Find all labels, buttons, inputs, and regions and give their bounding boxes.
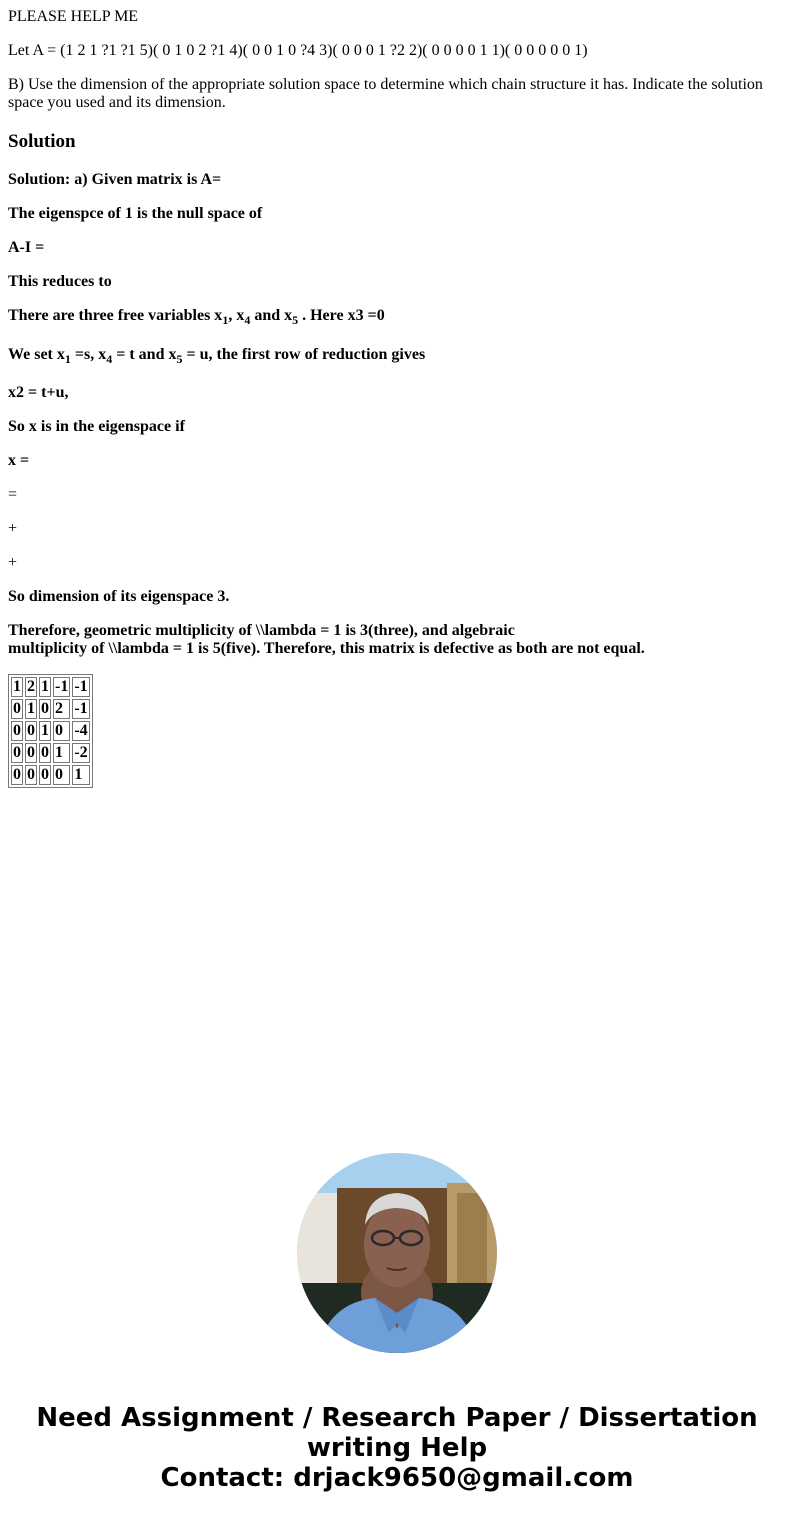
solution-a-minus-i: A-I =	[8, 239, 45, 256]
solution-set-variables: We set $x_1 =s$, $x_4 = t$ and $x_5 = u$, the first row of reduction gives	[8, 346, 426, 366]
solution-x-eq: x =	[8, 452, 30, 469]
reduced-matrix-table	[8, 674, 93, 788]
solution-reduces: This reduces to	[8, 273, 112, 290]
matrix-cell: 2	[53, 699, 70, 719]
solution-in-eigenspace: So x is in the eigenspace if	[8, 418, 185, 435]
matrix-cell: 0	[13, 766, 21, 783]
solution-free-variables: There are three free variables $x_1$, $x_4$ and $x_5$ . Here x3 =0	[8, 307, 385, 327]
matrix-cell: 1	[53, 743, 70, 763]
promo-line-2: writing Help	[306, 1433, 488, 1463]
matrix-cell: 0	[13, 700, 21, 717]
matrix-cell: 0	[41, 766, 49, 783]
matrix-cell: 0	[53, 765, 70, 785]
solution-conclusion-2: multiplicity of \\lambda = 1 is 5(five). Therefore, this matrix is defective as both are not equal.	[8, 640, 645, 657]
matrix-row	[11, 721, 90, 741]
promo-footer	[0, 1403, 794, 1493]
matrix-cell: -1	[74, 700, 88, 717]
author-photo	[297, 1153, 497, 1353]
question-matrix: Let A = (1 2 1 ?1 ?1 5)( 0 1 0 2 ?1 4)( 0 0 1 0 ?4 3)( 0 0 0 1 ?2 2)( 0 0 0 0 1 1)( 0 0 0 0 0 1)	[8, 42, 588, 59]
matrix-cell: -1	[74, 678, 88, 695]
matrix-cell: 0	[13, 722, 21, 739]
matrix-cell: 0	[53, 721, 70, 741]
matrix-cell: 2	[27, 678, 35, 695]
matrix-row	[11, 765, 90, 785]
matrix-cell: -4	[74, 722, 88, 739]
solution-given: Solution: a) Given matrix is A=	[8, 171, 222, 188]
matrix-cell: 1	[27, 700, 35, 717]
solution-plus-1: +	[8, 520, 18, 537]
solution-title: Solution	[8, 131, 76, 152]
author-avatar	[297, 1153, 497, 1353]
matrix-cell: 0	[41, 700, 49, 717]
matrix-row	[11, 699, 90, 719]
matrix-cell: 0	[27, 766, 35, 783]
solution-eigenspace: The eigenspce of 1 is the null space of	[8, 205, 263, 222]
solution-equals: =	[8, 486, 18, 503]
solution-x2: x2 = t+u,	[8, 384, 69, 401]
matrix-cell: 0	[13, 744, 21, 761]
promo-contact: Contact: drjack9650@gmail.com	[160, 1463, 634, 1493]
matrix-cell: 0	[41, 744, 49, 761]
matrix-cell: 1	[13, 678, 21, 695]
promo-line-1: Need Assignment / Research Paper / Dissertation	[36, 1403, 758, 1433]
matrix-row	[11, 743, 90, 763]
matrix-cell: 1	[72, 765, 89, 785]
matrix-cell: -2	[74, 744, 88, 761]
matrix-cell: -1	[55, 678, 69, 695]
solution-dimension: So dimension of its eigenspace 3.	[8, 588, 230, 605]
solution-plus-2: +	[8, 554, 18, 571]
matrix-cell: 1	[41, 722, 49, 739]
matrix-cell: 0	[27, 744, 35, 761]
question-heading: PLEASE HELP ME	[8, 8, 139, 25]
matrix-cell: 0	[27, 722, 35, 739]
question-part-b: B) Use the dimension of the appropriate solution space to determine which chain structure it has. Indicate the solution space you used and its dimension.	[8, 76, 763, 111]
matrix-cell: 1	[41, 678, 49, 695]
solution-conclusion-1: Therefore, geometric multiplicity of \\lambda = 1 is 3(three), and algebraic	[8, 622, 515, 639]
matrix-row	[11, 677, 90, 697]
